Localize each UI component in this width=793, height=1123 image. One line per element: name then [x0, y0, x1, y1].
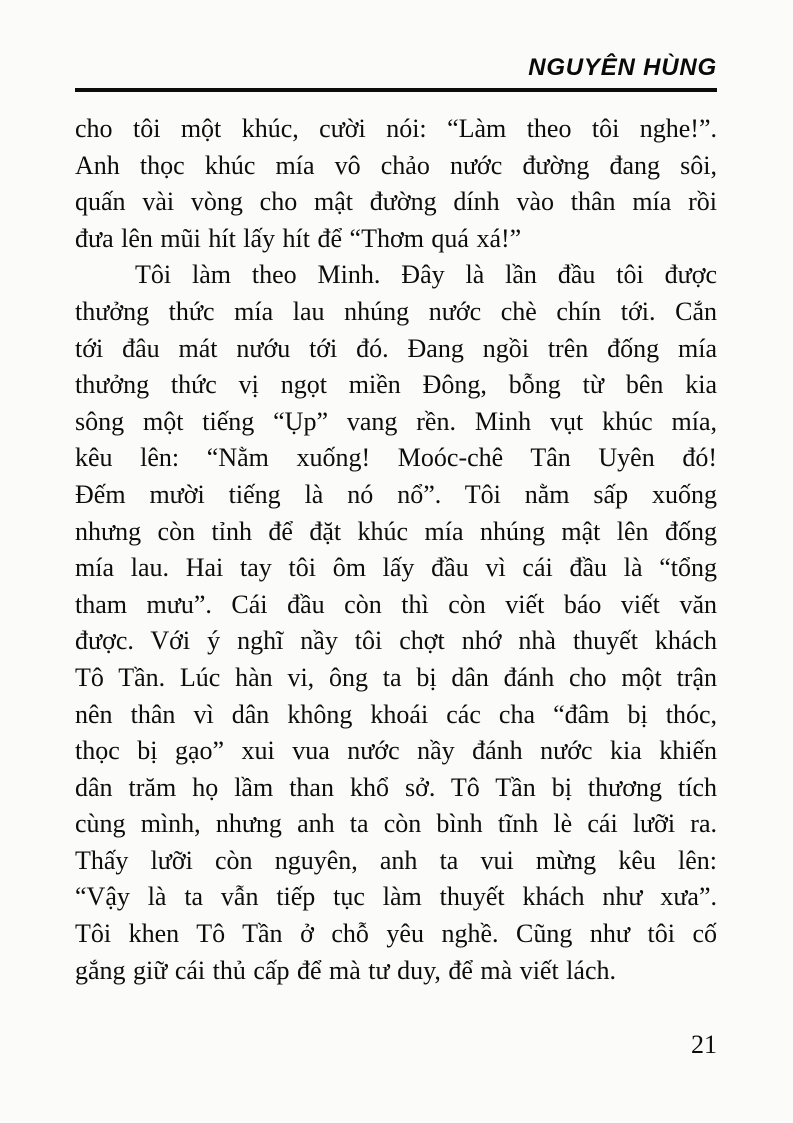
text-line: đưa lên mũi hít lấy hít để “Thơm quá xá!”	[75, 223, 522, 253]
text-line: nên thân vì dân không khoái các cha “đâm bị thóc,	[75, 699, 717, 729]
text-line: tham mưu”. Cái đầu còn thì còn viết báo viết văn	[75, 589, 717, 619]
text-line: cùng mình, nhưng anh ta còn bình tĩnh lè cái lưỡi ra.	[75, 809, 717, 839]
text-line: Tô Tần. Lúc hàn vi, ông ta bị dân đánh cho một trận	[75, 662, 717, 692]
running-header: NGUYÊN HÙNG	[528, 54, 717, 81]
text-line: dân trăm họ lầm than khổ sở. Tô Tần bị thương tích	[75, 772, 717, 802]
text-line: mía lau. Hai tay tôi ôm lấy đầu vì cái đầu là “tổng	[75, 553, 717, 583]
text-line: Tôi khen Tô Tần ở chỗ yêu nghề. Cũng như tôi cố	[75, 919, 717, 949]
text-line: Đếm mười tiếng là nó nổ”. Tôi nằm sấp xuống	[75, 479, 717, 509]
text-line: Tôi làm theo Minh. Đây là lần đầu tôi được	[135, 260, 717, 290]
text-line: được. Với ý nghĩ nầy tôi chợt nhớ nhà thuyết khách	[75, 626, 717, 656]
text-line: kêu lên: “Nằm xuống! Moóc-chê Tân Uyên đó!	[75, 443, 717, 473]
text-line: gắng giữ cái thủ cấp để mà tư duy, để mà viết lách.	[75, 955, 616, 985]
text-line: Anh thọc khúc mía vô chảo nước đường đang sôi,	[75, 150, 717, 180]
text-line: cho tôi một khúc, cười nói: “Làm theo tôi nghe!”.	[75, 114, 717, 143]
text-line: thọc bị gạo” xui vua nước nầy đánh nước kia khiến	[75, 736, 717, 766]
text-line: sông một tiếng “Ụp” vang rền. Minh vụt khúc mía,	[75, 406, 717, 436]
body-text	[75, 111, 717, 989]
header-rule	[75, 88, 717, 92]
text-line: quấn vài vòng cho mật đường dính vào thân mía rồi	[75, 187, 717, 217]
text-line: tới đâu mát nướu tới đó. Đang ngồi trên đống mía	[75, 333, 717, 363]
text-line: “Vậy là ta vẫn tiếp tục làm thuyết khách như xưa”.	[75, 882, 717, 912]
text-line: Thấy lưỡi còn nguyên, anh ta vui mừng kêu lên:	[75, 845, 717, 875]
text-line: nhưng còn tỉnh để đặt khúc mía nhúng mật lên đống	[75, 516, 717, 546]
text-line: thưởng thức vị ngọt miền Đông, bỗng từ bên kia	[75, 370, 717, 400]
page-number: 21	[691, 1030, 717, 1059]
text-line: thưởng thức mía lau nhúng nước chè chín tới. Cắn	[75, 296, 717, 326]
